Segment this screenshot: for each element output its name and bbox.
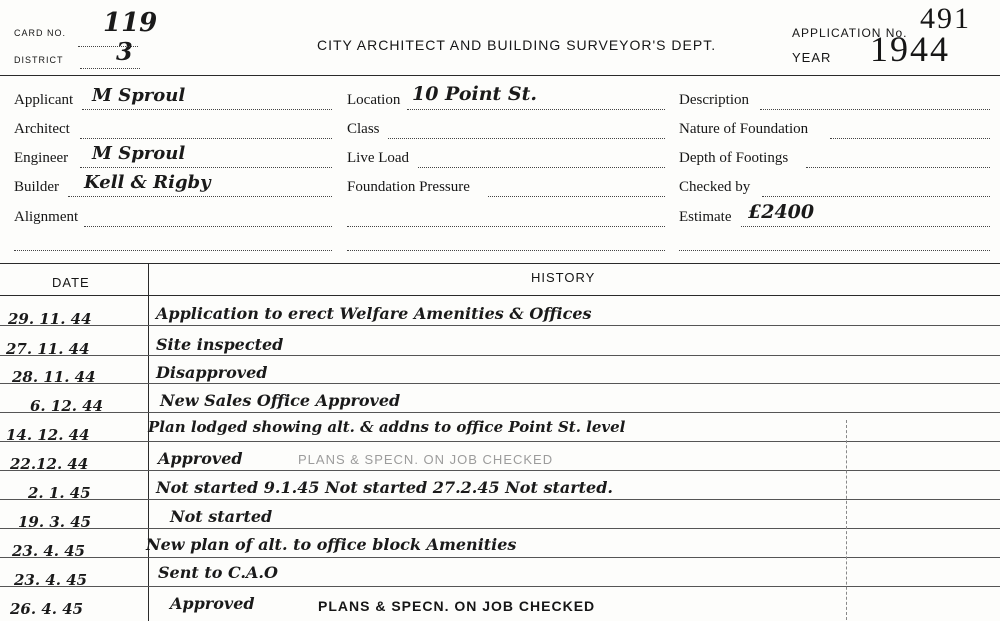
year-label: YEAR bbox=[792, 50, 832, 65]
card-no-value: 119 bbox=[103, 8, 158, 38]
description-label: Description bbox=[679, 92, 749, 108]
history-entry: Approved bbox=[170, 594, 255, 613]
history-entry: Site inspected bbox=[156, 335, 284, 354]
district-label: DISTRICT bbox=[14, 55, 64, 65]
history-entry: Not started 9.1.45 Not started 27.2.45 Not started. bbox=[156, 478, 613, 497]
history-date: 6. 12. 44 bbox=[30, 397, 104, 415]
history-date: 28. 11. 44 bbox=[12, 368, 96, 386]
history-date: 22.12. 44 bbox=[10, 455, 89, 473]
engineer-label: Engineer bbox=[14, 150, 69, 166]
date-column-header: DATE bbox=[52, 275, 90, 290]
margin-guide bbox=[846, 420, 847, 620]
application-label: APPLICATION No. bbox=[792, 26, 908, 40]
estimate-label: Estimate bbox=[679, 209, 732, 225]
year-value: 1944 bbox=[870, 29, 950, 69]
card-no-label: CARD NO. bbox=[14, 28, 67, 38]
architect-label: Architect bbox=[14, 121, 70, 137]
history-date: 19. 3. 45 bbox=[18, 513, 92, 531]
foundation-pressure-label: Foundation Pressure bbox=[347, 179, 470, 195]
history-entry: Disapproved bbox=[156, 363, 268, 382]
history-date: 14. 12. 44 bbox=[6, 426, 90, 444]
history-date: 23. 4. 45 bbox=[14, 571, 88, 589]
history-column-header: HISTORY bbox=[531, 270, 596, 285]
checked-by-label: Checked by bbox=[679, 179, 751, 195]
history-entry: Plan lodged showing alt. & addns to office Point St. level bbox=[148, 418, 626, 436]
history-date: 26. 4. 45 bbox=[10, 600, 84, 618]
checked-stamp: PLANS & SPECN. ON JOB CHECKED bbox=[318, 598, 596, 614]
depth-of-footings-label: Depth of Footings bbox=[679, 150, 789, 166]
history-entry: New plan of alt. to office block Amenities bbox=[146, 535, 517, 554]
location-label: Location bbox=[347, 92, 401, 108]
applicant-value: M Sproul bbox=[92, 85, 186, 106]
alignment-label: Alignment bbox=[14, 209, 79, 225]
engineer-value: M Sproul bbox=[92, 143, 186, 164]
application-number: 491 bbox=[920, 2, 971, 35]
history-date: 29. 11. 44 bbox=[8, 310, 92, 328]
estimate-value: £2400 bbox=[748, 201, 815, 223]
department-title: CITY ARCHITECT AND BUILDING SURVEYOR'S DEPT. bbox=[317, 37, 717, 53]
history-entry: Not started bbox=[170, 507, 273, 526]
history-entry: New Sales Office Approved bbox=[160, 391, 401, 410]
history-date: 23. 4. 45 bbox=[12, 542, 86, 560]
live-load-label: Live Load bbox=[347, 150, 410, 166]
district-value: 3 bbox=[116, 37, 133, 66]
builder-label: Builder bbox=[14, 179, 59, 195]
history-entry: Application to erect Welfare Amenities & Offices bbox=[156, 304, 592, 323]
history-date: 2. 1. 45 bbox=[28, 484, 91, 502]
nature-of-foundation-label: Nature of Foundation bbox=[679, 121, 809, 137]
history-entry: Sent to C.A.O bbox=[158, 563, 278, 582]
history-entry: Approved bbox=[158, 449, 243, 468]
faded-stamp: PLANS & SPECN. ON JOB CHECKED bbox=[298, 452, 554, 467]
history-date: 27. 11. 44 bbox=[6, 340, 90, 358]
applicant-label: Applicant bbox=[14, 92, 74, 108]
location-value: 10 Point St. bbox=[412, 83, 538, 105]
class-label: Class bbox=[347, 121, 380, 137]
builder-value: Kell & Rigby bbox=[84, 172, 211, 193]
